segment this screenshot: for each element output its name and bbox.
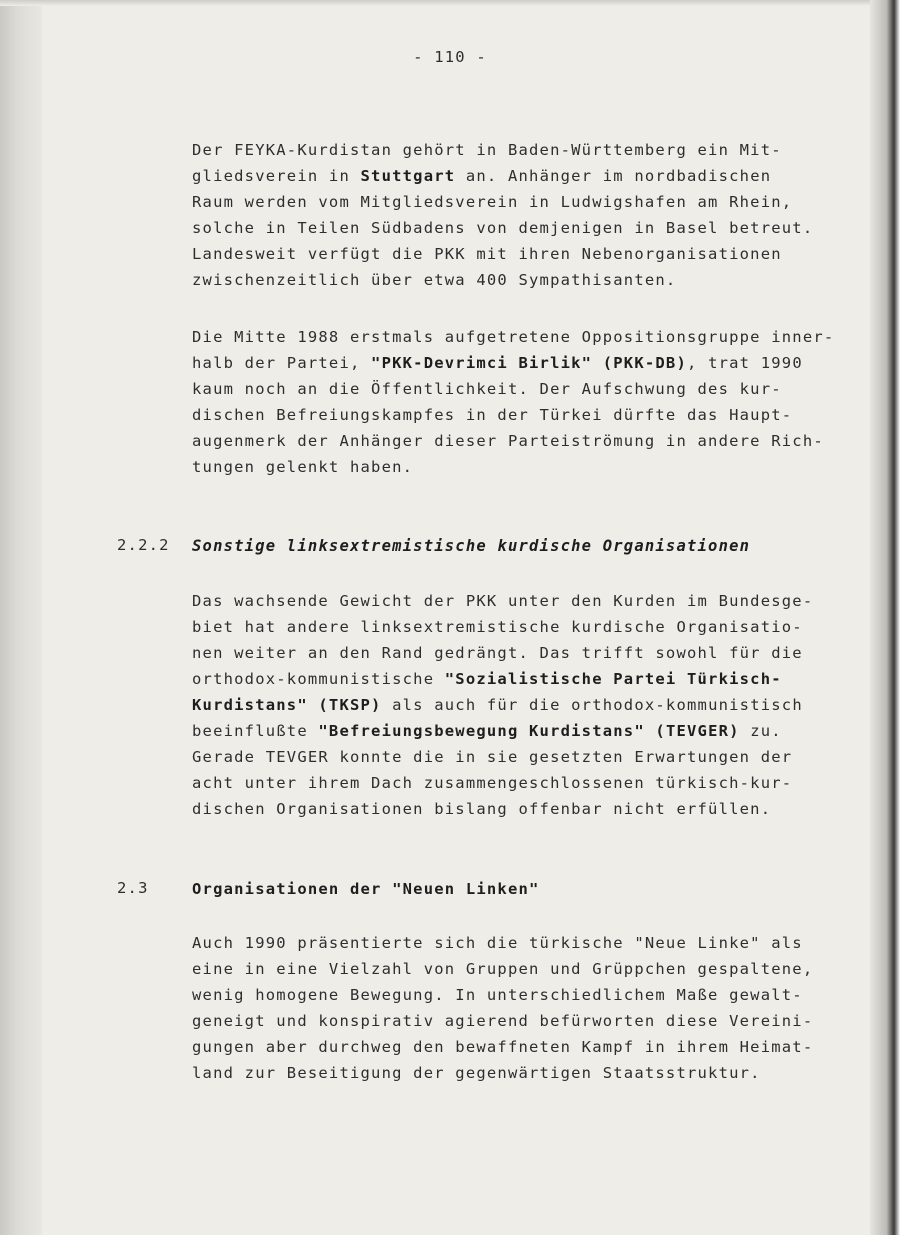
text-line: Das wachsende Gewicht der PKK unter den Kurden im Bundesge- — [192, 592, 814, 610]
page-top-edge — [0, 0, 900, 6]
text-line: acht unter ihrem Dach zusammengeschlossenen türkisch-kur- — [192, 774, 793, 792]
section-heading — [192, 536, 750, 556]
text-segment: orthodox-kommunistische — [192, 670, 445, 688]
bold-organisation-name: "PKK-Devrimci Birlik" (PKK-DB) — [371, 354, 688, 372]
text-segment: gliedsverein in — [192, 167, 361, 185]
text-line: Gerade TEVGER konnte die in sie gesetzten Erwartungen der — [192, 748, 793, 766]
section-heading — [192, 879, 540, 899]
text-line: Auch 1990 präsentierte sich die türkische "Neue Linke" als — [192, 934, 803, 952]
bold-organisation-name: Kurdistans" (TKSP) — [192, 696, 382, 714]
text-line — [192, 721, 782, 741]
text-line: biet hat andere linksextremistische kurdische Organisatio- — [192, 618, 803, 636]
bold-organisation-name: "Befreiungsbewegung Kurdistans" (TEVGER) — [318, 722, 740, 740]
text-line: geneigt und konspirativ agierend befürworten diese Vereini- — [192, 1012, 814, 1030]
text-line: augenmerk der Anhänger dieser Parteiströmung in andere Rich- — [192, 432, 824, 450]
text-line: nen weiter an den Rand gedrängt. Das trifft sowohl für die — [192, 644, 803, 662]
text-segment: halb der Partei, — [192, 354, 372, 372]
section-number: 2.2.2 — [117, 536, 170, 554]
text-line: zwischenzeitlich über etwa 400 Sympathisanten. — [192, 271, 677, 289]
text-line: Raum werden vom Mitgliedsverein in Ludwigshafen am Rhein, — [192, 193, 793, 211]
text-line: gungen aber durchweg den bewaffneten Kampf in ihrem Heimat- — [192, 1038, 814, 1056]
text-segment: an. Anhänger im nordbadischen — [455, 167, 772, 185]
page-spine-shadow — [0, 0, 42, 1235]
text-line — [192, 669, 782, 689]
text-line — [192, 166, 771, 186]
page-right-edge — [870, 0, 900, 1235]
text-line: eine in eine Vielzahl von Gruppen und Grüppchen gespaltene, — [192, 960, 814, 978]
text-line: tungen gelenkt haben. — [192, 458, 414, 476]
text-segment: beeinflußte — [192, 722, 319, 740]
text-line: Landesweit verfügt die PKK mit ihren Nebenorganisationen — [192, 245, 782, 263]
text-line: solche in Teilen Südbadens von demjenigen in Basel betreut. — [192, 219, 814, 237]
text-line: kaum noch an die Öffentlichkeit. Der Aufschwung des kur- — [192, 380, 782, 398]
text-segment: zu. — [739, 722, 782, 740]
page-number: - 110 - — [413, 48, 487, 66]
text-line: dischen Befreiungskampfes in der Türkei dürfte das Haupt- — [192, 406, 793, 424]
bold-place-name: Stuttgart — [360, 167, 456, 185]
section-title: Sonstige linksextremistische kurdische Organisationen — [192, 537, 751, 555]
text-line: dischen Organisationen bislang offenbar nicht erfüllen. — [192, 800, 772, 818]
text-line — [192, 695, 803, 715]
text-line: wenig homogene Bewegung. In unterschiedlichem Maße gewalt- — [192, 986, 803, 1004]
text-line: Die Mitte 1988 erstmals aufgetretene Oppositionsgruppe inner- — [192, 328, 835, 346]
text-line: Der FEYKA-Kurdistan gehört in Baden-Württemberg ein Mit- — [192, 141, 782, 159]
text-line — [192, 353, 803, 373]
text-segment: als auch für die orthodox-kommunistisch — [381, 696, 803, 714]
section-number: 2.3 — [117, 879, 149, 897]
section-title: Organisationen der "Neuen Linken" — [192, 880, 540, 898]
text-line: land zur Beseitigung der gegenwärtigen Staatsstruktur. — [192, 1064, 761, 1082]
text-segment: , trat 1990 — [687, 354, 803, 372]
bold-organisation-name: "Sozialistische Partei Türkisch- — [444, 670, 782, 688]
